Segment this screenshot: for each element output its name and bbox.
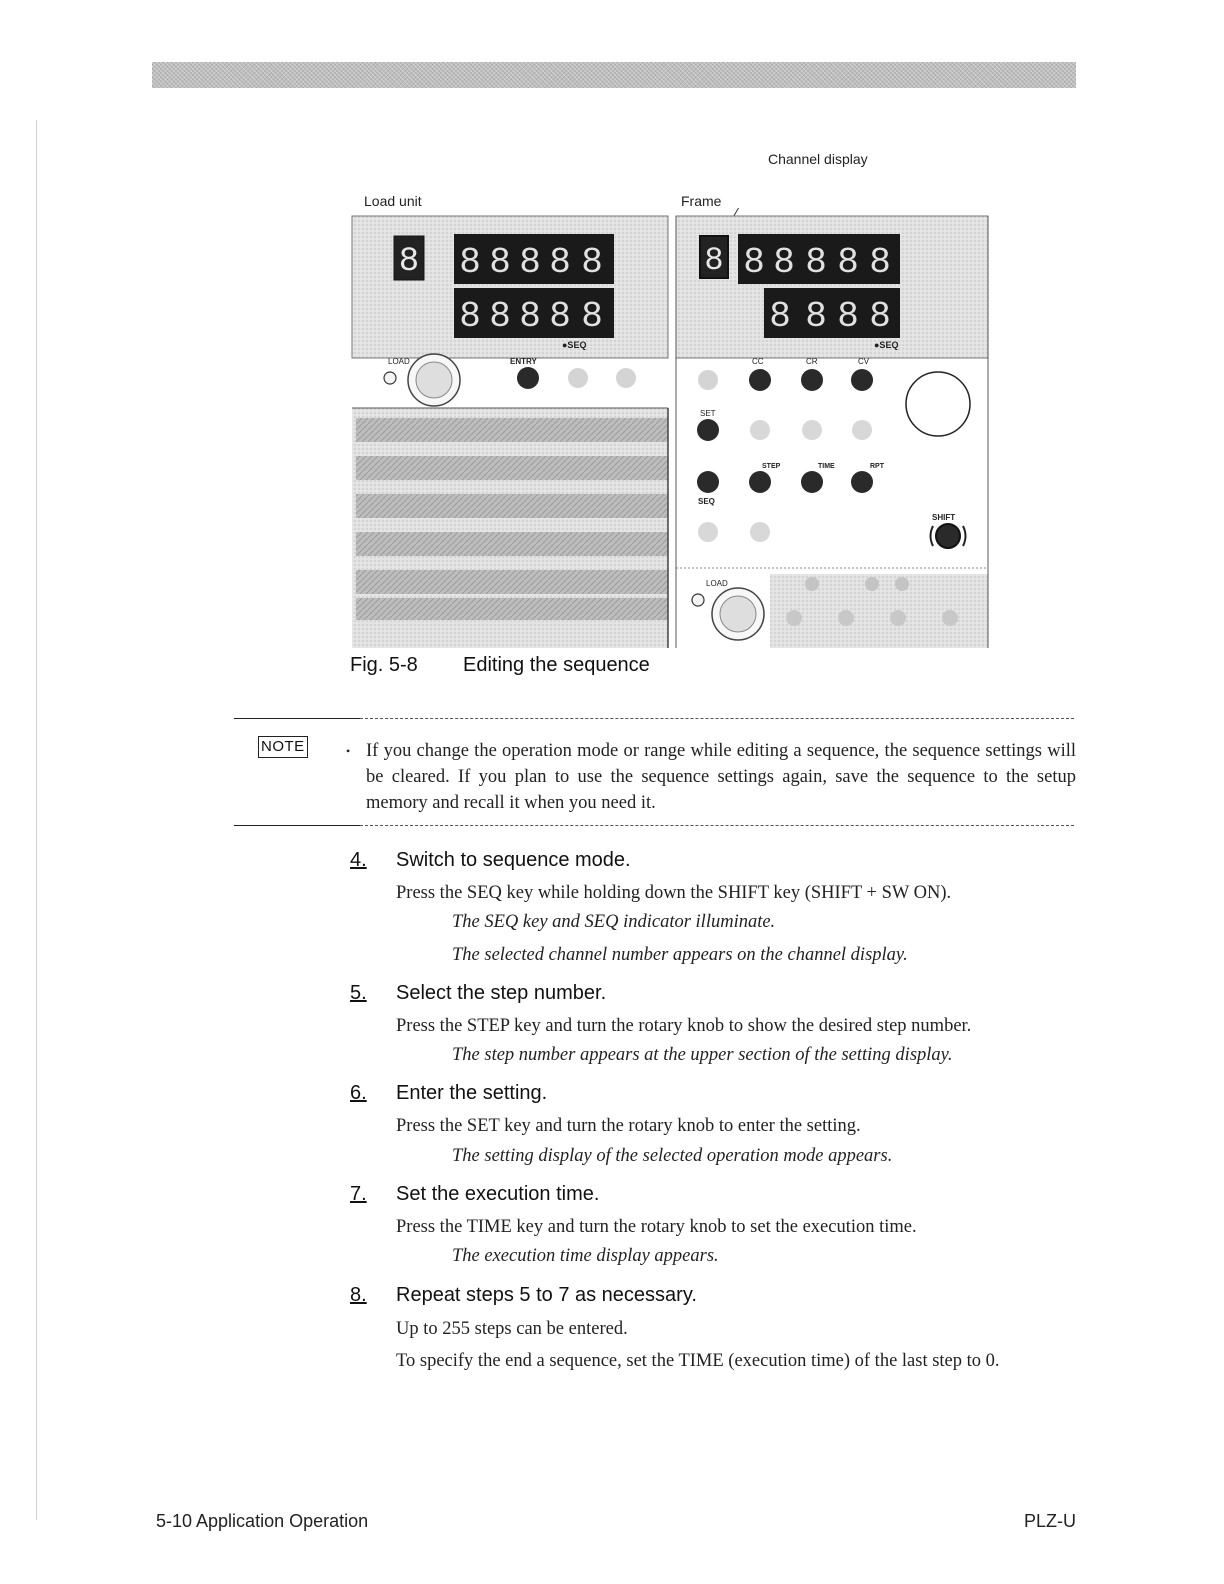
note-body: If you change the operation mode or range while editing a sequence, the sequence settings will be cleared. If you plan to use the sequence settings again, save the sequence to the setup memory and recall it when you need it. bbox=[366, 741, 1076, 813]
svg-text:8: 8 bbox=[549, 242, 571, 283]
svg-text:8: 8 bbox=[459, 296, 481, 337]
note-text bbox=[346, 738, 1076, 816]
step-4-number: 4. bbox=[350, 849, 367, 871]
note-top-rule bbox=[234, 718, 360, 719]
svg-text:8: 8 bbox=[837, 242, 859, 283]
frame-seq-indicator: ●SEQ bbox=[874, 340, 899, 350]
label-frame: Frame bbox=[681, 193, 722, 209]
step-4-result-1: The SEQ key and SEQ indicator illuminate. bbox=[452, 912, 776, 932]
svg-text:8: 8 bbox=[869, 242, 891, 283]
svg-text:SEQ: SEQ bbox=[698, 497, 715, 506]
footer-page-label: 5-10 Application Operation bbox=[156, 1511, 369, 1531]
svg-text:8: 8 bbox=[489, 296, 511, 337]
svg-text:CV: CV bbox=[858, 357, 870, 366]
step-4-result-2: The selected channel number appears on the channel display. bbox=[452, 945, 908, 965]
step-6-number: 6. bbox=[350, 1082, 367, 1104]
step-5-instruction: Press the STEP key and turn the rotary knob to show the desired step number. bbox=[396, 1016, 972, 1036]
header-bar bbox=[152, 62, 1076, 88]
step-7-title: Set the execution time. bbox=[396, 1183, 600, 1205]
svg-text:8: 8 bbox=[805, 242, 827, 283]
step-8-number: 8. bbox=[350, 1284, 367, 1306]
svg-text:TIME: TIME bbox=[818, 463, 835, 470]
svg-text:8: 8 bbox=[519, 242, 541, 283]
step-5-number: 5. bbox=[350, 982, 367, 1004]
step-4-instruction: Press the SEQ key while holding down the SHIFT key (SHIFT + SW ON). bbox=[396, 883, 952, 903]
svg-text:8: 8 bbox=[805, 296, 827, 337]
svg-text:SHIFT: SHIFT bbox=[932, 513, 956, 522]
step-6-title: Enter the setting. bbox=[396, 1082, 548, 1104]
svg-text:CR: CR bbox=[806, 357, 818, 366]
svg-text:ENTRY: ENTRY bbox=[510, 357, 537, 366]
svg-text:8: 8 bbox=[549, 296, 571, 337]
footer-product-name: PLZ-U bbox=[1023, 1511, 1076, 1531]
svg-text:8: 8 bbox=[704, 242, 724, 279]
svg-text:8: 8 bbox=[519, 296, 541, 337]
load-unit-illustration bbox=[352, 216, 668, 648]
step-7-number: 7. bbox=[350, 1183, 367, 1205]
step-6-instruction: Press the SET key and turn the rotary knob to enter the setting. bbox=[396, 1116, 861, 1136]
note-top-dashed-rule bbox=[360, 718, 1074, 719]
svg-text:SET: SET bbox=[700, 409, 716, 418]
svg-text:RPT: RPT bbox=[870, 463, 884, 470]
load-unit-seq-indicator: ●SEQ bbox=[562, 340, 587, 350]
scan-edge-mark bbox=[36, 120, 37, 1520]
note-badge: NOTE bbox=[258, 736, 308, 758]
step-7-instruction: Press the TIME key and turn the rotary knob to set the execution time. bbox=[396, 1217, 917, 1237]
frame-illustration bbox=[676, 216, 988, 648]
svg-text:STEP: STEP bbox=[762, 463, 781, 470]
label-load-unit: Load unit bbox=[364, 193, 422, 209]
step-5-result-1: The step number appears at the upper section of the setting display. bbox=[452, 1045, 953, 1065]
figure-caption bbox=[350, 654, 650, 677]
step-5-title: Select the step number. bbox=[396, 982, 607, 1004]
svg-text:LOAD: LOAD bbox=[706, 579, 728, 588]
label-channel-display: Channel display bbox=[768, 151, 868, 167]
step-8-title: Repeat steps 5 to 7 as necessary. bbox=[396, 1284, 697, 1306]
step-6-result-1: The setting display of the selected operation mode appears. bbox=[452, 1146, 893, 1166]
svg-text:8: 8 bbox=[769, 296, 791, 337]
svg-text:8: 8 bbox=[581, 242, 603, 283]
svg-text:8: 8 bbox=[743, 242, 765, 283]
svg-text:8: 8 bbox=[869, 296, 891, 337]
front-panel-figure bbox=[350, 208, 990, 648]
figure-caption-text: Editing the sequence bbox=[463, 654, 650, 676]
step-8-extra: To specify the end a sequence, set the TIME (execution time) of the last step to 0. bbox=[396, 1351, 1000, 1371]
svg-text:8: 8 bbox=[489, 242, 511, 283]
svg-text:8: 8 bbox=[773, 242, 795, 283]
step-8-instruction: Up to 255 steps can be entered. bbox=[396, 1319, 628, 1339]
note-bottom-rule bbox=[234, 825, 360, 826]
figure-caption-number: Fig. 5-8 bbox=[350, 654, 418, 676]
svg-text:8: 8 bbox=[837, 296, 859, 337]
step-7-result-1: The execution time display appears. bbox=[452, 1246, 719, 1266]
svg-text:8: 8 bbox=[398, 243, 420, 281]
step-4-title: Switch to sequence mode. bbox=[396, 849, 631, 871]
note-bottom-dashed-rule bbox=[360, 825, 1074, 826]
svg-text:8: 8 bbox=[459, 242, 481, 283]
note-bullet: • bbox=[346, 744, 351, 758]
svg-text:CC: CC bbox=[752, 357, 764, 366]
svg-text:LOAD: LOAD bbox=[388, 357, 410, 366]
svg-text:8: 8 bbox=[581, 296, 603, 337]
